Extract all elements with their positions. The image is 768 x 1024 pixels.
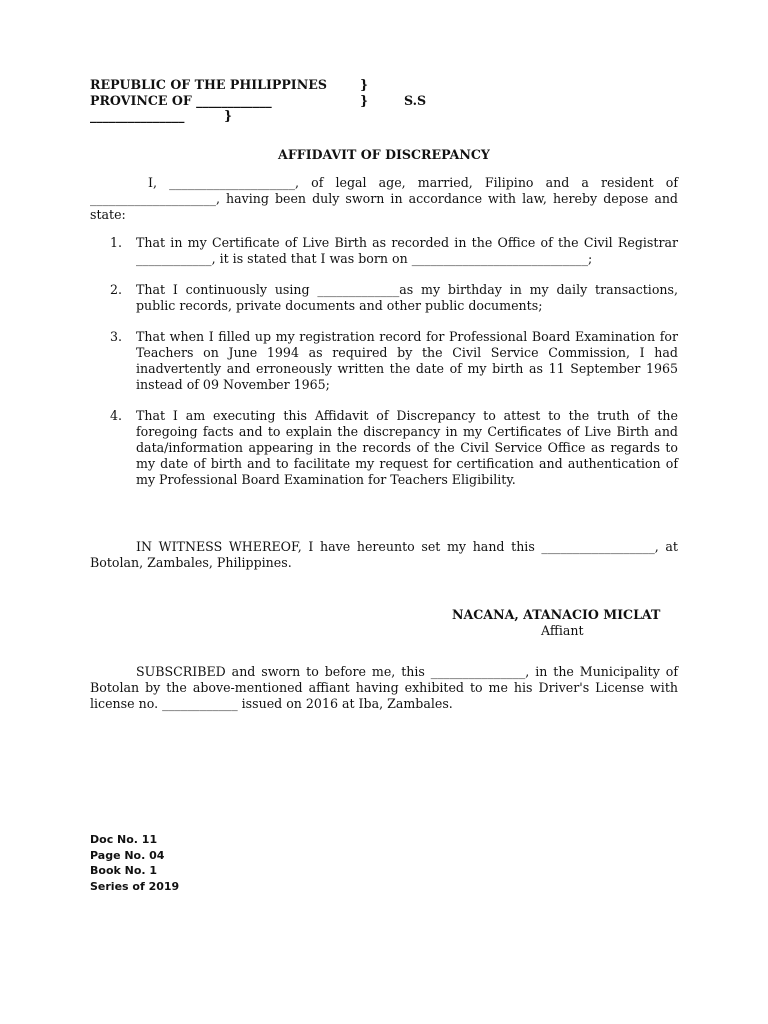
list-item bbox=[110, 235, 678, 267]
caption-province: PROVINCE OF ____________ bbox=[90, 93, 272, 108]
item-number: 2. bbox=[110, 282, 123, 297]
item-text: That when I filled up my registration record for Professional Board Examination for Teachers on June 1994 as required by the Civil Service Commission, I had inadvertently and erroneously written the date of my birth as 11 September 1965 instead of 09 November 1965; bbox=[136, 329, 678, 392]
book-number: Book No. 1 bbox=[90, 864, 158, 877]
caption-ss: S.S bbox=[404, 93, 427, 108]
list-item bbox=[110, 408, 678, 488]
item-text: That I am executing this Affidavit of Discrepancy to attest to the truth of the foregoing facts and to explain the discrepancy in my Certificates of Live Birth and data/information appearing in the records of the Civil Service Office as regards to my date of birth and to facilitate my request for certification and authentication of my Professional Board Examination for Teachers Eligibility. bbox=[136, 408, 678, 487]
item-number: 1. bbox=[110, 235, 123, 250]
caption-brace: } bbox=[360, 93, 369, 108]
witness-paragraph: IN WITNESS WHEREOF, I have hereunto set my hand this __________________, at Botolan, Zambales, Philippines. bbox=[90, 539, 678, 570]
document-title: AFFIDAVIT OF DISCREPANCY bbox=[278, 147, 490, 162]
item-number: 3. bbox=[110, 329, 123, 344]
series-year: Series of 2019 bbox=[90, 879, 180, 893]
statement-list bbox=[110, 235, 678, 488]
caption-brace: } bbox=[360, 77, 369, 92]
list-item bbox=[110, 329, 678, 393]
intro-paragraph: I, ____________________, of legal age, married, Filipino and a resident of ____________________, having been duly sworn in accordance with law, hereby depose and state: bbox=[90, 175, 678, 222]
item-number: 4. bbox=[110, 408, 123, 423]
caption-municipality: _______________ bbox=[90, 108, 185, 123]
list-item bbox=[110, 282, 678, 314]
item-text: That I continuously using _____________as my birthday in my daily transactions, public records, private documents and other public documents; bbox=[136, 282, 678, 313]
doc-number: Doc No. 11 bbox=[90, 833, 158, 846]
affiant-label: Affiant bbox=[541, 623, 584, 638]
jurat-paragraph: SUBSCRIBED and sworn to before me, this _______________, in the Municipality of Botolan by the above-mentioned affiant having exhibited to me his Driver's License with license no. ____________ issued on 2016 at Iba, Zambales. bbox=[90, 664, 678, 711]
page-number: Page No. 04 bbox=[90, 848, 165, 862]
affiant-name: NACANA, ATANACIO MICLAT bbox=[452, 607, 661, 622]
notarial-register bbox=[90, 832, 179, 894]
caption-republic: REPUBLIC OF THE PHILIPPINES bbox=[90, 77, 327, 92]
item-text: That in my Certificate of Live Birth as recorded in the Office of the Civil Registrar ____________, it is stated that I was born on ____________________________; bbox=[136, 235, 678, 266]
caption-brace: } bbox=[224, 108, 233, 123]
